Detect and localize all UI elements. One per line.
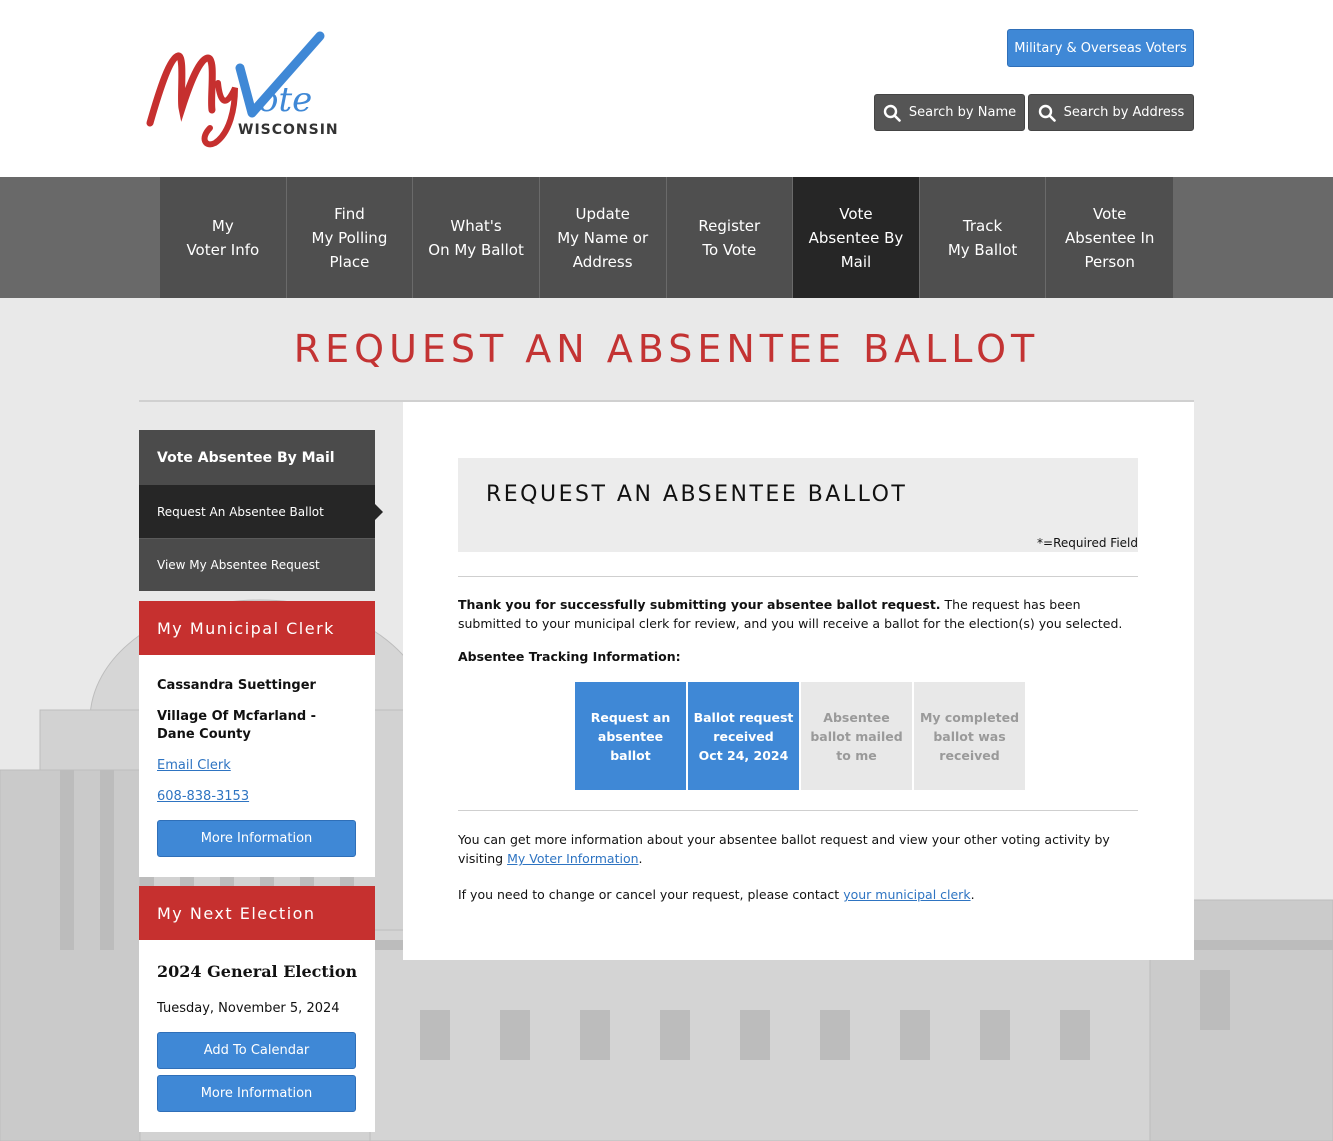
form-title: REQUEST AN ABSENTEE BALLOT xyxy=(486,482,908,507)
municipal-clerk-card xyxy=(139,601,375,877)
clerk-phone-link[interactable]: 608-838-3153 xyxy=(157,789,250,804)
municipal-clerk-link[interactable]: your municipal clerk xyxy=(843,887,971,902)
clerk-municipality: Village Of Mcfarland - Dane County xyxy=(157,709,317,742)
form-header xyxy=(458,458,1138,552)
nav-register-to-vote[interactable]: Register To Vote xyxy=(667,177,794,298)
search-by-address-button[interactable] xyxy=(1028,94,1194,131)
clerk-name: Cassandra Suettinger xyxy=(157,678,316,693)
clerk-more-information-button[interactable]: More Information xyxy=(157,820,356,857)
divider xyxy=(458,810,1138,811)
svg-text:ote: ote xyxy=(258,80,313,120)
required-field-note: *=Required Field xyxy=(1037,536,1138,550)
page-title: REQUEST AN ABSENTEE BALLOT xyxy=(293,327,1040,371)
election-date: Tuesday, November 5, 2024 xyxy=(157,1001,340,1016)
main-navigation xyxy=(0,177,1333,298)
more-info-sentence: You can get more information about your absentee ballot request and view your other voting activity by visiting xyxy=(458,832,1110,866)
change-request-text: If you need to change or cancel your request, please contact your municipal clerk. xyxy=(458,887,975,902)
tracking-step-request: Request an absentee ballot xyxy=(575,682,686,790)
sidebar-section-title: Vote Absentee By Mail xyxy=(139,430,375,485)
election-more-information-button[interactable]: More Information xyxy=(157,1075,356,1112)
divider xyxy=(458,576,1138,577)
confirmation-bold: Thank you for successfully submitting your absentee ballot request. xyxy=(458,597,941,612)
nav-vote-absentee-by-mail[interactable]: Vote Absentee By Mail xyxy=(793,177,920,298)
my-voter-information-link[interactable]: My Voter Information xyxy=(507,851,639,866)
election-name: 2024 General Election xyxy=(157,962,358,981)
sidebar-absentee-menu xyxy=(139,430,375,591)
municipal-clerk-heading: My Municipal Clerk xyxy=(139,601,375,655)
tracking-label: Absentee Tracking Information: xyxy=(458,649,681,664)
myvote-wisconsin-logo[interactable] xyxy=(140,28,350,153)
tracking-steps xyxy=(575,682,1025,790)
nav-vote-absentee-in-person[interactable]: Vote Absentee In Person xyxy=(1046,177,1173,298)
search-by-name-label: Search by Name xyxy=(908,105,1017,120)
search-icon xyxy=(883,104,901,122)
email-clerk-link[interactable]: Email Clerk xyxy=(157,758,231,773)
main-content-panel xyxy=(403,402,1194,960)
next-election-heading: My Next Election xyxy=(139,886,375,940)
logo-subtitle: WISCONSIN xyxy=(238,122,339,138)
confirmation-rest: The request has been submitted to your municipal clerk for review, and you will receive a ballot for the election(s) you selected. xyxy=(458,597,1123,631)
nav-my-voter-info[interactable]: My Voter Info xyxy=(160,177,287,298)
change-sentence: If you need to change or cancel your request, please contact xyxy=(458,887,840,902)
site-header xyxy=(0,0,1333,177)
next-election-card xyxy=(139,886,375,1132)
search-icon xyxy=(1038,104,1056,122)
sidebar-item-request-absentee-ballot[interactable]: Request An Absentee Ballot xyxy=(139,485,375,538)
military-overseas-button[interactable]: Military & Overseas Voters xyxy=(1007,29,1194,67)
nav-find-polling-place[interactable]: Find My Polling Place xyxy=(287,177,414,298)
nav-update-name-address[interactable]: Update My Name or Address xyxy=(540,177,667,298)
confirmation-message xyxy=(458,595,1138,633)
add-to-calendar-button[interactable]: Add To Calendar xyxy=(157,1032,356,1069)
tracking-step-mailed: Absentee ballot mailed to me xyxy=(801,682,912,790)
sidebar-item-view-absentee-request[interactable]: View My Absentee Request xyxy=(139,538,375,591)
search-by-name-button[interactable] xyxy=(874,94,1025,131)
tracking-step-received: Ballot request received Oct 24, 2024 xyxy=(688,682,799,790)
tracking-step-completed: My completed ballot was received xyxy=(914,682,1025,790)
nav-whats-on-my-ballot[interactable]: What's On My Ballot xyxy=(413,177,540,298)
nav-track-my-ballot[interactable]: Track My Ballot xyxy=(920,177,1047,298)
more-info-text: You can get more information about your absentee ballot request and view your other voting activity by visiting My Voter Information. xyxy=(458,832,1110,866)
search-by-address-label: Search by Address xyxy=(1063,105,1185,120)
